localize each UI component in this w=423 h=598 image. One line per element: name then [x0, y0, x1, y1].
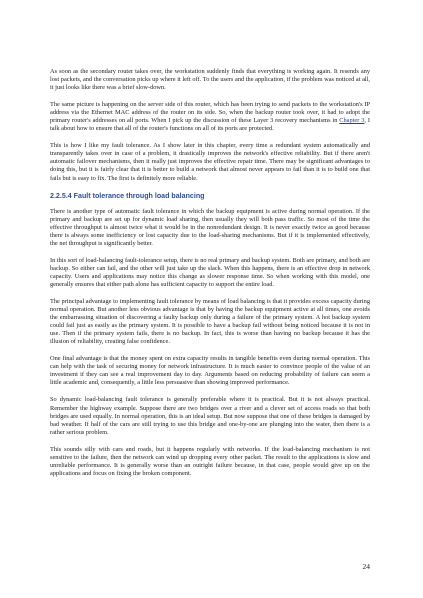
paragraph-fault-tolerance-preference: This is how I like my fault tolerance. As I show later in this chapter, every time a redundant system automatically and transparently takes over in case of a problem, it drastically improves the network's effective reliability. But if there aren't automatic failover mechanisms, then it really just improves the effective repair time. There may be significant advantages to doing this, but it is fairly clear that it is better to build a network that almost never appears to fail than it is to build one that fails but is easy to fix. The first is definitely more reliable.: [50, 142, 370, 182]
paragraph-final-advantage: One final advantage is that the money spent on extra capacity results in tangible benefits even during normal operation. This can help with the task of securing money for network infrastructure. It is much easier to convince people of the value of an investment if they can see a real improvement day to day. Arguments based on reducing probability of failure can seem a little academic and, consequently, a little less persuasive than showing improved performance.: [50, 355, 370, 387]
document-page: [50, 68, 370, 487]
paragraph-load-sharing: There is another type of automatic fault tolerance in which the backup equipment is active during normal operation. If the primary and backup are set up for dynamic load sharing, then usually they will both pass traffic. So most of the time the effective throughput is almost twice what it would be in the nonredundant design. It is never exactly twice as good because there is always some inefficiency or lost capacity due to the load-sharing mechanisms. But if it is implemented effectively, the net throughput is significantly better.: [50, 207, 370, 247]
page-number: 24: [362, 562, 370, 571]
paragraph-no-primary-backup: In this sort of load-balancing fault-tolerance setup, there is no real primary and backup system. Both are primary, and both are backup. So either can fail, and the other will just take up the slack. When this happens, there is an effective drop in network capacity. Users and applications may notice this change as slower response time. So when working with this model, one generally ensures that either path alone has sufficient capacity to support the entire load.: [50, 256, 370, 288]
paragraph-highway-example: So dynamic load-balancing fault tolerance is generally preferable where it is practical. But it is not always practical. Remember the highway example. Suppose there are two bridges over a river and a clever set of access roads so that both bridges are used equally. In normal operation, this is an ideal setup. But now suppose that one of these bridges is damaged by bad weather. If half of the cars are still trying to use this bridge and one-by-one are plunging into the water, then there is a rather serious problem.: [50, 396, 370, 436]
paragraph-failover-recovery: As soon as the secondary router takes over, the workstation suddenly finds that everything is working again. It resends any lost packets, and the conversation picks up where it left off. To the users and the application, if the problem was noticed at all, it just looks like there was a brief slow-down.: [50, 68, 370, 92]
paragraph-text: The same picture is happening on the server side of this router, which has been trying to send packets to the workstation's IP address via the Ethernet MAC address of the router on its side. So, when the backup router took over, it had to adopt the primary router's addresses on all ports. When I pick up the discussion of these Layer 3 recovery mechanisms in: [50, 101, 370, 125]
paragraph-server-side: [50, 101, 370, 133]
paragraph-principal-advantage: The principal advantage to implementing fault tolerance by means of load balancing is that it provides excess capacity during normal operation. But another less obvious advantage is that by having the backup equipment active at all times, one avoids the embarrassing situation of discovering a faulty backup only during a failure of the primary system. A hot backup system could fail just as easily as the primary system. It is possible to have a backup fail without being noticed because it is not in use. Then if the primary system fails, there is no backup. In fact, this is worse than having no backup because it has the illusion of reliability, creating false confidence.: [50, 297, 370, 346]
chapter-3-link[interactable]: Chapter 3: [339, 117, 365, 125]
section-heading: 2.2.5.4 Fault tolerance through load balancing: [50, 191, 205, 200]
paragraph-text: , I talk about how to ensure that all of the router's functions on all of its ports are protected.: [50, 117, 370, 133]
paragraph-networks-analogy: This sounds silly with cars and roads, but it happens regularly with networks. If the load-balancing mechanism is not sensitive to the failure, then the network can wind up dropping every other packet. The result to the applications is slow and unreliable performance. It is generally worse than an outright failure because, in that case, people would give up on the applications and focus on fixing the broken component.: [50, 445, 370, 477]
